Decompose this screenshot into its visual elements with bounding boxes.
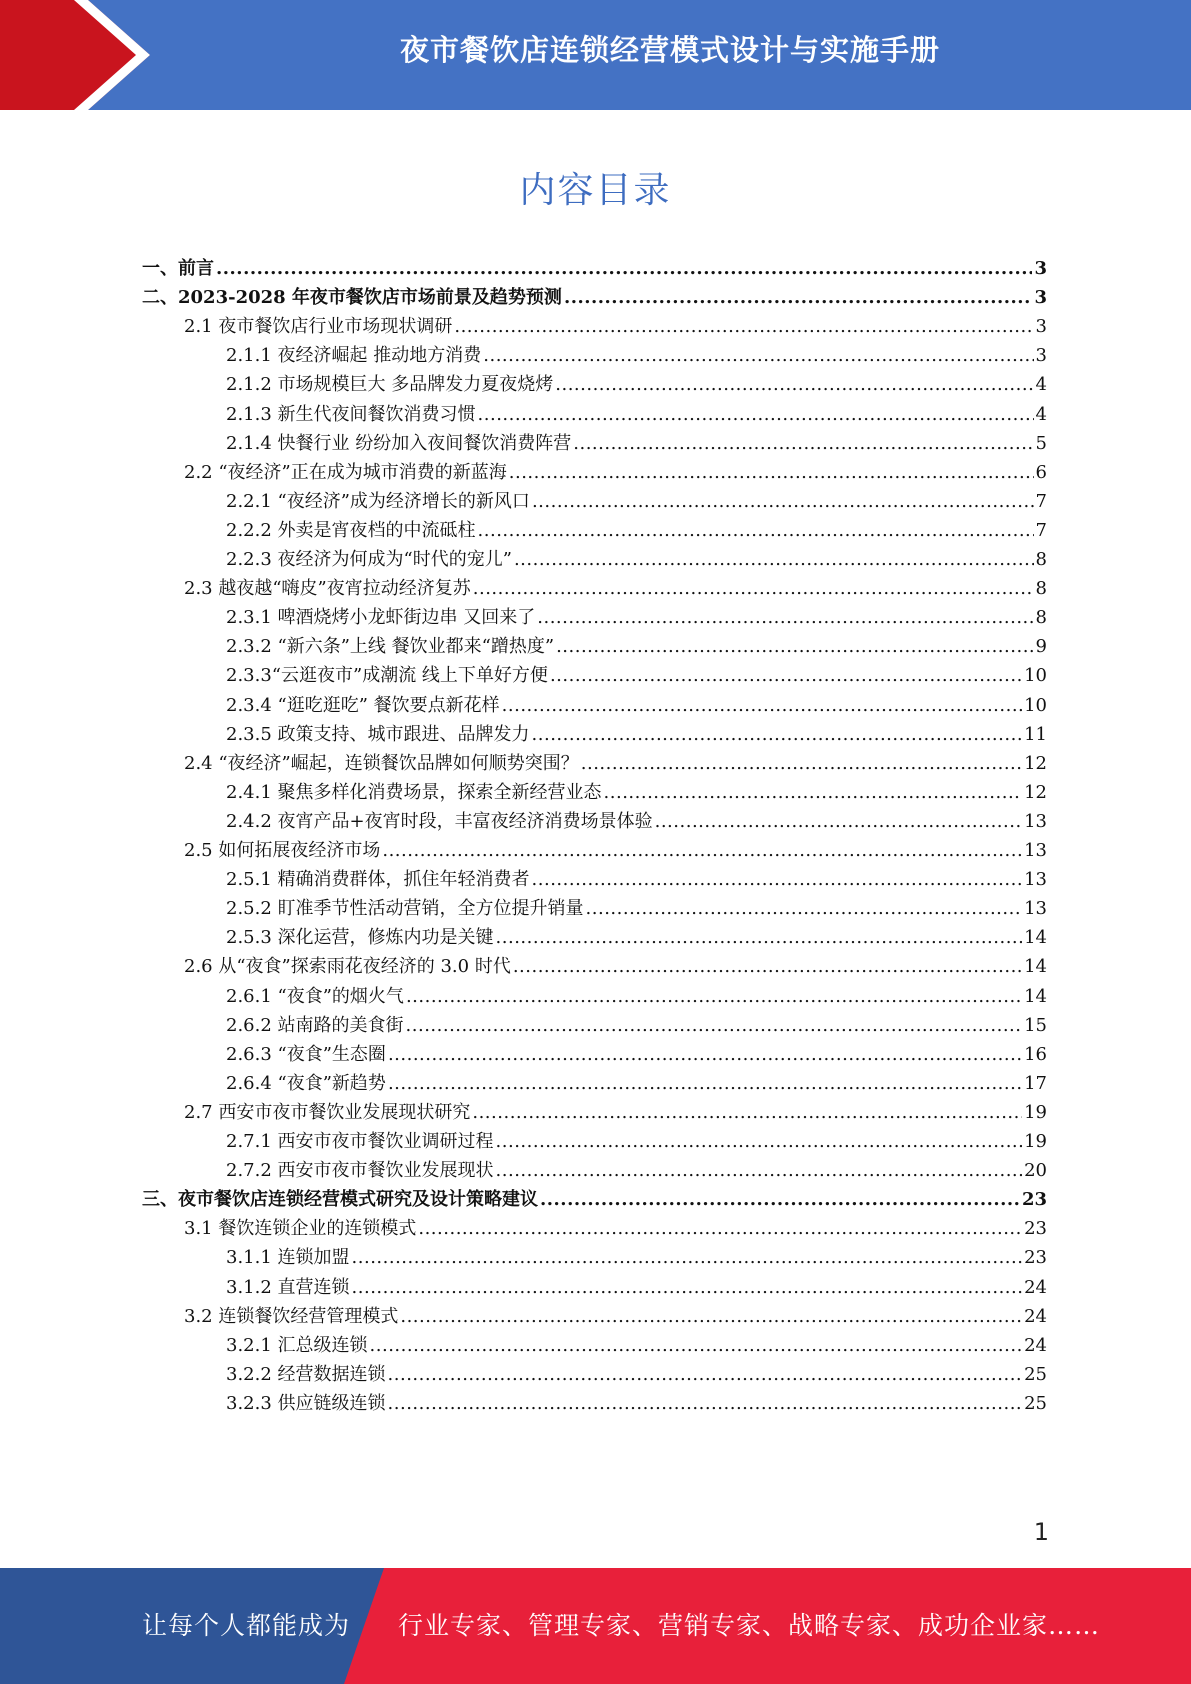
document-title: 夜市餐饮店连锁经营模式设计与实施手册 <box>399 33 940 67</box>
toc-leader-dots <box>496 922 1023 953</box>
toc-entry[interactable] <box>184 951 1047 982</box>
toc-entry[interactable] <box>226 981 1047 1012</box>
toc-leader-dots <box>400 1301 1022 1332</box>
toc-entry-page: 12 <box>1024 752 1047 774</box>
toc-entry-page: 20 <box>1024 1160 1047 1182</box>
footer-band <box>0 1568 1191 1684</box>
page-number: 1 <box>1033 1518 1049 1546</box>
footer-slogan-left: 让每个人都能成为 <box>142 1611 351 1640</box>
toc-leader-dots <box>483 340 1033 371</box>
toc-leader-dots <box>532 719 1023 750</box>
toc-entry[interactable] <box>184 457 1047 488</box>
toc-entry[interactable] <box>226 864 1047 895</box>
toc-entry-page: 19 <box>1024 1131 1047 1152</box>
toc-entry-page: 13 <box>1024 898 1047 920</box>
toc-heading: 内容目录 <box>519 170 672 211</box>
toc-entry-page: 7 <box>1035 490 1047 512</box>
toc-entry-page: 7 <box>1035 519 1047 541</box>
toc-entry-label: 2.1.3 新生代夜间餐饮消费习惯 <box>226 403 476 425</box>
toc-entry-label: 2.3.1 啤酒烧烤小龙虾街边串 又回来了 <box>226 607 536 629</box>
toc-entry-page: 13 <box>1024 840 1047 861</box>
toc-entry[interactable] <box>226 1330 1047 1361</box>
toc-entry-page: 24 <box>1024 1276 1047 1298</box>
toc-entry[interactable] <box>184 748 1047 779</box>
toc-leader-dots <box>388 1388 1023 1419</box>
toc-entry[interactable] <box>184 311 1047 342</box>
toc-entry-label: 2.7 西安市夜市餐饮业发展现状研究 <box>184 1101 471 1123</box>
toc-entry[interactable] <box>142 253 1047 284</box>
toc-leader-dots <box>573 428 1033 459</box>
toc-leader-dots <box>352 1242 1023 1273</box>
toc-leader-dots <box>388 1359 1023 1390</box>
toc-entry-page: 14 <box>1024 956 1047 978</box>
toc-entry[interactable] <box>226 893 1047 924</box>
toc-entry[interactable] <box>184 1097 1047 1128</box>
toc-entry[interactable] <box>226 428 1047 459</box>
toc-leader-dots <box>388 1039 1022 1070</box>
toc-leader-dots <box>655 806 1022 837</box>
toc-entry-page: 23 <box>1024 1218 1047 1240</box>
toc-leader-dots <box>473 573 1034 604</box>
toc-entry-label: 2.5.3 深化运营，修炼内功是关键 <box>226 927 494 949</box>
toc-entry-page: 13 <box>1024 869 1047 891</box>
toc-leader-dots <box>513 951 1022 982</box>
toc-leader-dots <box>406 1010 1023 1041</box>
toc-entry-label: 3.1 餐饮连锁企业的连锁模式 <box>184 1218 417 1240</box>
toc-entry[interactable] <box>184 835 1047 866</box>
toc-leader-dots <box>370 1330 1023 1361</box>
toc-leader-dots <box>537 602 1033 633</box>
toc-entry[interactable] <box>226 806 1047 837</box>
toc-entry-label: 2.1.1 夜经济崛起 推动地方消费 <box>226 345 482 367</box>
toc-entry-label: 2.7.1 西安市夜市餐饮业调研过程 <box>226 1131 494 1152</box>
header-band <box>0 0 1191 110</box>
toc-entry-label: 二、2023-2028 年夜市餐饮店市场前景及趋势预测 <box>142 287 562 309</box>
toc-entry-label: 2.5.2 盯准季节性活动营销，全方位提升销量 <box>226 898 584 920</box>
toc-entry-label: 3.1.1 连锁加盟 <box>226 1247 350 1269</box>
toc-entry[interactable] <box>226 690 1047 721</box>
toc-entry-label: 2.3.3“云逛夜市”成潮流 线上下单好方便 <box>226 665 548 687</box>
toc-entry-page: 10 <box>1024 694 1047 716</box>
toc-entry[interactable] <box>226 515 1047 546</box>
toc-leader-dots <box>352 1272 1023 1303</box>
toc-entry-label: 2.2.2 外卖是宵夜档的中流砥柱 <box>226 519 476 541</box>
toc-entry[interactable] <box>142 282 1047 313</box>
toc-entry-label: 2.6.1 “夜食”的烟火气 <box>226 985 404 1007</box>
toc-entry-label: 一、前言 <box>142 258 214 279</box>
toc-entry-page: 5 <box>1035 432 1047 454</box>
toc-leader-dots <box>532 486 1034 517</box>
toc-entry[interactable] <box>226 1155 1047 1186</box>
toc-entry[interactable] <box>226 486 1047 517</box>
toc-leader-dots <box>496 1155 1023 1186</box>
toc-entry[interactable] <box>226 340 1047 371</box>
toc-entry-page: 23 <box>1021 1189 1047 1211</box>
toc-entry-label: 3.2.3 供应链级连锁 <box>226 1392 386 1414</box>
toc-leader-dots <box>550 660 1022 691</box>
toc-entry-label: 2.5 如何拓展夜经济市场 <box>184 840 381 861</box>
toc-entry-page: 10 <box>1024 665 1047 687</box>
toc-entry-label: 3.1.2 直营连锁 <box>226 1276 350 1298</box>
toc-entry[interactable] <box>142 1184 1047 1215</box>
toc-entry-page: 9 <box>1035 636 1047 658</box>
toc-entry-page: 17 <box>1024 1072 1047 1094</box>
toc-entry[interactable] <box>226 1242 1047 1273</box>
toc-leader-dots <box>586 893 1023 924</box>
toc-entry-label: 2.6.3 “夜食”生态圈 <box>226 1043 386 1065</box>
toc-entry-page: 3 <box>1035 316 1047 338</box>
toc-leader-dots <box>478 515 1034 546</box>
toc-leader-dots <box>604 777 1023 808</box>
toc-entry-label: 2.6.4 “夜食”新趋势 <box>226 1072 386 1094</box>
toc-entry-page: 3 <box>1035 345 1047 367</box>
toc-entry-page: 4 <box>1035 374 1047 396</box>
toc-entry-label: 2.1.4 快餐行业 纷纷加入夜间餐饮消费阵营 <box>226 432 572 454</box>
toc-entry-page: 12 <box>1024 781 1047 803</box>
toc-leader-dots <box>472 1097 1022 1128</box>
toc-leader-dots <box>532 864 1023 895</box>
toc-leader-dots <box>540 1184 1020 1215</box>
toc-entry-label: 3.2.2 经营数据连锁 <box>226 1363 386 1385</box>
toc-entry[interactable] <box>226 1068 1047 1099</box>
toc-entry-label: 3.2.1 汇总级连锁 <box>226 1334 368 1356</box>
toc-entry[interactable] <box>226 369 1047 400</box>
toc-entry-page: 19 <box>1024 1101 1047 1123</box>
toc-entry[interactable] <box>184 1301 1047 1332</box>
toc-leader-dots <box>382 835 1022 866</box>
toc-entry-page: 13 <box>1024 810 1047 832</box>
toc-leader-dots <box>581 748 1022 779</box>
toc-leader-dots <box>418 1213 1022 1244</box>
toc-leader-dots <box>406 981 1022 1012</box>
toc-leader-dots <box>514 544 1034 575</box>
toc-entry-label: 2.1 夜市餐饮店行业市场现状调研 <box>184 316 453 338</box>
toc-entry[interactable] <box>226 631 1047 662</box>
toc-entry-page: 11 <box>1024 723 1047 745</box>
toc-entry-label: 2.4 “夜经济”崛起，连锁餐饮品牌如何顺势突围？ <box>184 752 579 774</box>
toc-entry-page: 8 <box>1035 549 1047 570</box>
toc-entry[interactable] <box>226 1039 1047 1070</box>
toc-entry-label: 2.3 越夜越“嗨皮”夜宵拉动经济复苏 <box>184 578 471 600</box>
toc-entry-label: 2.1.2 市场规模巨大 多品牌发力夏夜烧烤 <box>226 374 554 396</box>
toc-entry-label: 2.4.1 聚焦多样化消费场景，探索全新经营业态 <box>226 781 602 803</box>
toc-entry-label: 2.2 “夜经济”正在成为城市消费的新蓝海 <box>184 461 507 483</box>
toc-entry[interactable] <box>226 660 1047 691</box>
toc-entry-label: 2.6.2 站南路的美食街 <box>226 1014 404 1036</box>
toc-entry[interactable] <box>226 399 1047 430</box>
toc-entry[interactable] <box>226 1010 1047 1041</box>
toc-entry-label: 2.4.2 夜宵产品+夜宵时段，丰富夜经济消费场景体验 <box>226 810 653 832</box>
toc-entry[interactable] <box>226 1359 1047 1390</box>
toc-leader-dots <box>496 1126 1023 1157</box>
toc-entry-page: 16 <box>1024 1043 1047 1065</box>
toc-entry[interactable] <box>226 1388 1047 1419</box>
toc-entry-label: 2.2.1 “夜经济”成为经济增长的新风口 <box>226 490 530 512</box>
toc-leader-dots <box>388 1068 1022 1099</box>
toc-entry-page: 6 <box>1035 461 1047 483</box>
toc-leader-dots <box>478 399 1034 430</box>
toc-entry[interactable] <box>226 544 1047 575</box>
toc-entry[interactable] <box>226 922 1047 953</box>
toc-entry-page: 25 <box>1024 1392 1047 1414</box>
toc-entry-page: 14 <box>1024 927 1047 949</box>
toc-entry-label: 2.2.3 夜经济为何成为“时代的宠儿” <box>226 549 512 570</box>
toc-entry-label: 三、夜市餐饮店连锁经营模式研究及设计策略建议 <box>142 1189 538 1211</box>
toc-entry-page: 25 <box>1024 1363 1047 1385</box>
toc-entry[interactable] <box>226 602 1047 633</box>
toc-entry-page: 3 <box>1034 287 1047 309</box>
toc-leader-dots <box>502 690 1022 721</box>
toc-entry[interactable] <box>226 1272 1047 1303</box>
toc-entry[interactable] <box>226 1126 1047 1157</box>
toc-entry[interactable] <box>226 777 1047 808</box>
toc-entry-page: 23 <box>1024 1247 1047 1269</box>
toc-leader-dots <box>556 631 1033 662</box>
toc-entry-label: 2.7.2 西安市夜市餐饮业发展现状 <box>226 1160 494 1182</box>
toc-entry-label: 2.3.2 “新六条”上线 餐饮业都来“蹭热度” <box>226 636 555 658</box>
toc-entry-label: 2.3.4 “逛吃逛吃” 餐饮要点新花样 <box>226 694 500 716</box>
header-red-chevron <box>0 0 150 110</box>
toc-leader-dots <box>555 369 1033 400</box>
toc-entry-label: 3.2 连锁餐饮经营管理模式 <box>184 1305 399 1327</box>
toc-entry-page: 8 <box>1035 578 1047 600</box>
toc-entry-page: 24 <box>1024 1334 1047 1356</box>
toc-leader-dots <box>509 457 1034 488</box>
toc-entry-page: 14 <box>1024 985 1047 1007</box>
toc-leader-dots <box>454 311 1033 342</box>
toc-entry[interactable] <box>184 573 1047 604</box>
toc-leader-dots <box>216 253 1032 284</box>
toc-entry-page: 24 <box>1024 1305 1047 1327</box>
toc-entry-label: 2.3.5 政策支持、城市跟进、品牌发力 <box>226 723 530 745</box>
toc-entry-page: 8 <box>1035 607 1047 629</box>
toc-entry-page: 4 <box>1035 403 1047 425</box>
toc-entry[interactable] <box>184 1213 1047 1244</box>
toc-entry[interactable] <box>226 719 1047 750</box>
toc-entry-page: 3 <box>1034 258 1047 279</box>
toc-entry-page: 15 <box>1024 1014 1047 1036</box>
toc-entry-label: 2.5.1 精确消费群体，抓住年轻消费者 <box>226 869 530 891</box>
toc-leader-dots <box>564 282 1033 313</box>
toc-entry-label: 2.6 从“夜食”探索雨花夜经济的 3.0 时代 <box>184 956 511 978</box>
footer-slogan-right: 行业专家、管理专家、营销专家、战略专家、成功企业家…… <box>398 1611 1101 1640</box>
